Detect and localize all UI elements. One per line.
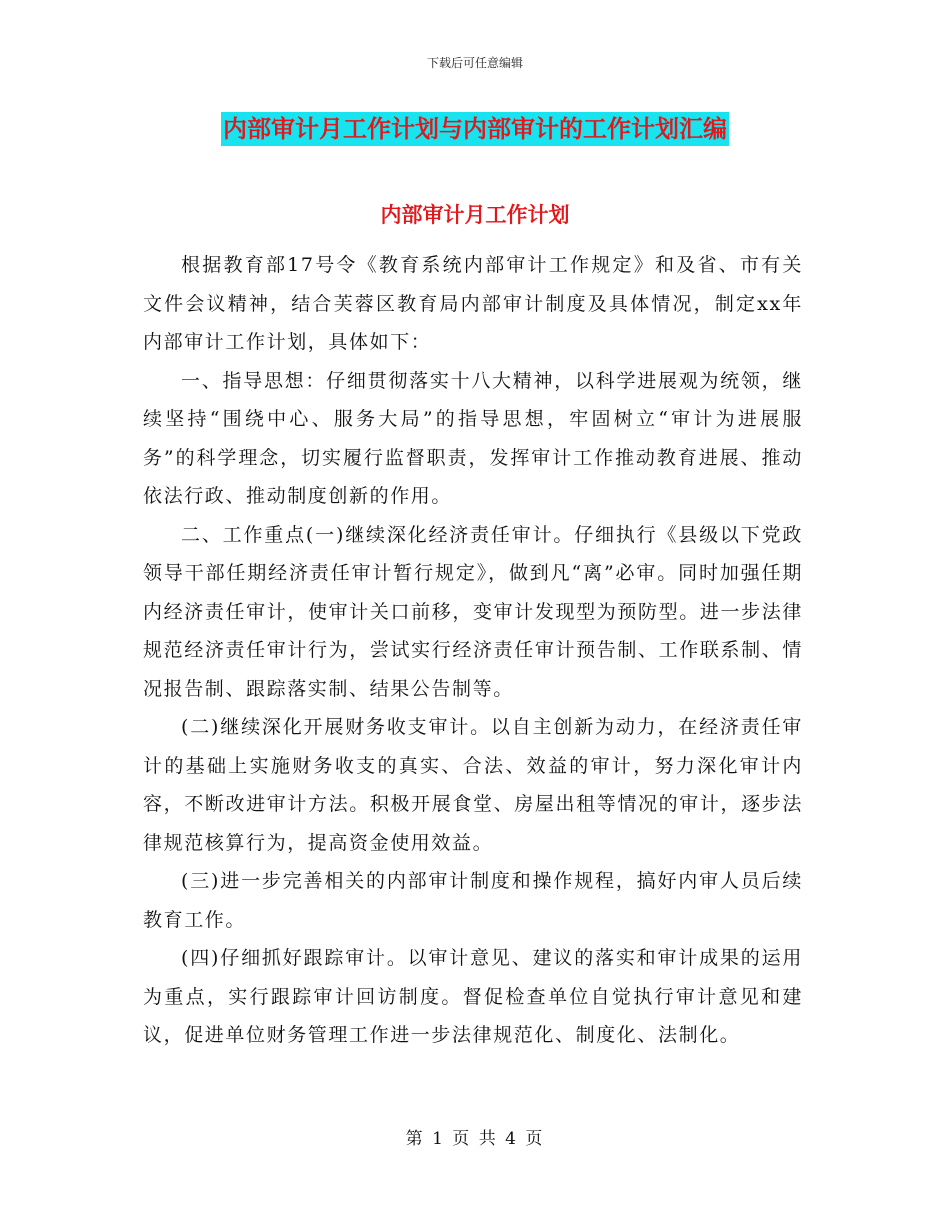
section-title: 内部审计月工作计划	[380, 202, 570, 227]
document-body	[143, 246, 803, 1055]
paragraph: (二)继续深化开展财务收支审计。以自主创新为动力，在经济责任审计的基础上实施财务收支的真实、合法、效益的审计，努力深化审计内容，不断改进审计方法。积极开展食堂、房屋出租等情况的审计，逐步法律规范核算行为，提高资金使用效益。	[143, 716, 803, 854]
paragraph: 二、工作重点(一)继续深化经济责任审计。仔细执行《县级以下党政领导干部任期经济责任审计暂行规定》，做到凡“离”必审。同时加强任期内经济责任审计，使审计关口前移，变审计发现型为预防型。进一步法律规范经济责任审计行为，尝试实行经济责任审计预告制、工作联系制、情况报告制、跟踪落实制、结果公告制等。	[143, 523, 803, 700]
paragraph: (三)进一步完善相关的内部审计制度和操作规程，搞好内审人员后续教育工作。	[143, 870, 803, 931]
paragraph: 一、指导思想：仔细贯彻落实十八大精神，以科学进展观为统领，继续坚持“围绕中心、服务大局”的指导思想，牢固树立“审计为进展服务”的科学理念，切实履行监督职责，发挥审计工作推动教育进展、推动依法行政、推动制度创新的作用。	[143, 369, 803, 507]
document-title-container	[0, 112, 950, 146]
paragraph: (四)仔细抓好跟踪审计。以审计意见、建议的落实和审计成果的运用为重点，实行跟踪审计回访制度。督促检查单位自觉执行审计意见和建议，促进单位财务管理工作进一步法律规范化、制度化、法制化。	[143, 947, 803, 1046]
header-note: 下载后可任意编辑	[426, 56, 523, 70]
document-title: 内部审计月工作计划与内部审计的工作计划汇编	[221, 112, 729, 146]
paragraph: 根据教育部17号令《教育系统内部审计工作规定》和及省、市有关文件会议精神，结合芙蓉区教育局内部审计制度及具体情况，制定xx年内部审计工作计划，具体如下：	[143, 254, 803, 353]
page-footer: 第 1 页 共 4 页	[405, 1129, 545, 1149]
